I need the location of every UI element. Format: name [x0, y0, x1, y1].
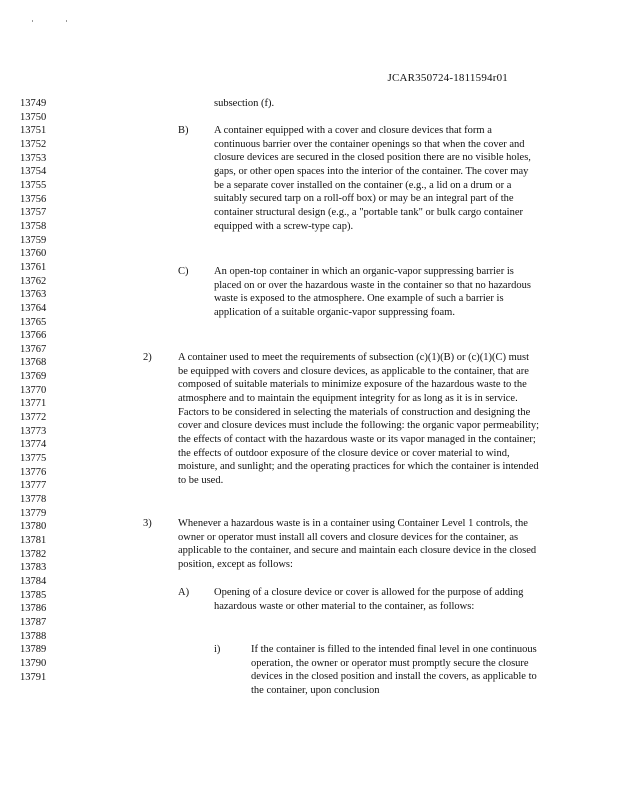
line-number: 13781	[20, 535, 47, 546]
paragraph-3: Whenever a hazardous waste is in a container using Container Level 1 controls, the owner or operator must install all covers and closure devices for the container, as applicable to the container, and secure and maintain each closure device in the closed position, except as follows:	[178, 518, 537, 570]
line-number: 13777	[20, 480, 47, 492]
line-number: 13785	[20, 589, 47, 601]
line-number: 13787	[20, 616, 47, 628]
item-label-3Ai: i)	[214, 644, 221, 655]
line-number: 13765	[20, 316, 47, 328]
item-label-C: C)	[178, 266, 189, 277]
line-number: 13766	[20, 330, 47, 342]
item-label-2: 2)	[143, 352, 152, 363]
line-number: 13769	[20, 371, 47, 383]
line-number: 13768	[20, 357, 47, 369]
line-number: 13767	[20, 343, 47, 355]
line-number: 13788	[20, 630, 47, 642]
line-number: 13791	[20, 671, 47, 683]
line-number: 13773	[20, 425, 47, 437]
scan-mark	[32, 20, 33, 22]
paragraph-B: A container equipped with a cover and closure devices that form a continuous barrier over the container openings so that when the cover and closure devices are secured in the closed position there are no visible holes, gaps, or other open spaces into the interior of the container. The cover may be a separate cover installed on the container (e.g., a lid on a drum or a suitably secured tarp on a roll-off box) or may be an integral part of the container structural design (e.g., a "portable tank" or bulk cargo container equipped with a screw-type cap).	[214, 125, 531, 232]
line-number: 13774	[20, 439, 47, 451]
line-number: 13763	[20, 289, 47, 301]
item-label-B: B)	[178, 125, 189, 136]
paragraph-continuation: subsection (f).	[214, 98, 275, 109]
line-number: 13756	[20, 193, 47, 205]
line-number: 13754	[20, 166, 47, 178]
line-number: 13770	[20, 384, 47, 396]
line-number: 13760	[20, 248, 47, 260]
paragraph-C: An open-top container in which an organic-vapor suppressing barrier is placed on or over the hazardous waste in the container so that no hazardous waste is exposed to the atmosphere. One example of such a barrier is application of a suitable organic-vapor suppressing foam.	[214, 266, 531, 318]
line-number: 13761	[20, 261, 47, 273]
paragraph-3Ai: If the container is filled to the intended final level in one continuous operation, the owner or operator must promptly secure the closure devices in the closed position and install the covers, as applicable to the container, upon conclusion	[251, 644, 537, 696]
paragraph-2: A container used to meet the requirements of subsection (c)(1)(B) or (c)(1)(C) must be equipped with covers and closure devices, as applicable to the container, that are composed of suitable materials to minimize exposure of the hazardous waste to the atmosphere and to maintain the equipment integrity for as long as it is in service. Factors to be considered in selecting the materials of construction and designing the cover and closure devices must include the following: the organic vapor permeability; the effects of contact with the hazardous waste or its vapor managed in the container; the effects of outdoor exposure of the closure device or cover material to wind, moisture, and sunlight; and the operating practices for which the container is intended to be used.	[178, 352, 540, 486]
line-number: 13762	[20, 275, 47, 287]
item-label-3A: A)	[178, 587, 190, 598]
line-number: 13782	[20, 548, 47, 560]
line-number: 13751	[20, 125, 47, 137]
line-number: 13786	[20, 603, 47, 615]
line-number: 13758	[20, 220, 47, 232]
line-number: 13778	[20, 494, 47, 506]
line-number: 13790	[20, 657, 47, 669]
line-number: 13753	[20, 152, 47, 164]
scan-mark	[66, 20, 67, 22]
line-number: 13757	[20, 207, 47, 219]
line-number: 13789	[20, 644, 47, 656]
line-number: 13764	[20, 302, 47, 314]
line-number: 13780	[20, 521, 47, 533]
line-number: 13775	[20, 453, 47, 465]
line-number: 13755	[20, 179, 47, 191]
item-label-3: 3)	[143, 518, 152, 529]
document-id: JCAR350724-1811594r01	[387, 72, 508, 84]
line-number: 13752	[20, 138, 47, 150]
line-number: 13759	[20, 234, 47, 246]
line-number-column	[20, 97, 46, 684]
line-number: 13749	[20, 98, 47, 109]
line-number: 13771	[20, 398, 47, 410]
line-number: 13779	[20, 507, 47, 519]
line-number: 13750	[20, 111, 47, 123]
line-number: 13772	[20, 412, 47, 424]
line-number: 13776	[20, 466, 47, 478]
line-number: 13784	[20, 575, 47, 587]
paragraph-3A: Opening of a closure device or cover is allowed for the purpose of adding hazardous waste or other material to the container, as follows:	[214, 587, 524, 612]
line-number: 13783	[20, 562, 47, 574]
